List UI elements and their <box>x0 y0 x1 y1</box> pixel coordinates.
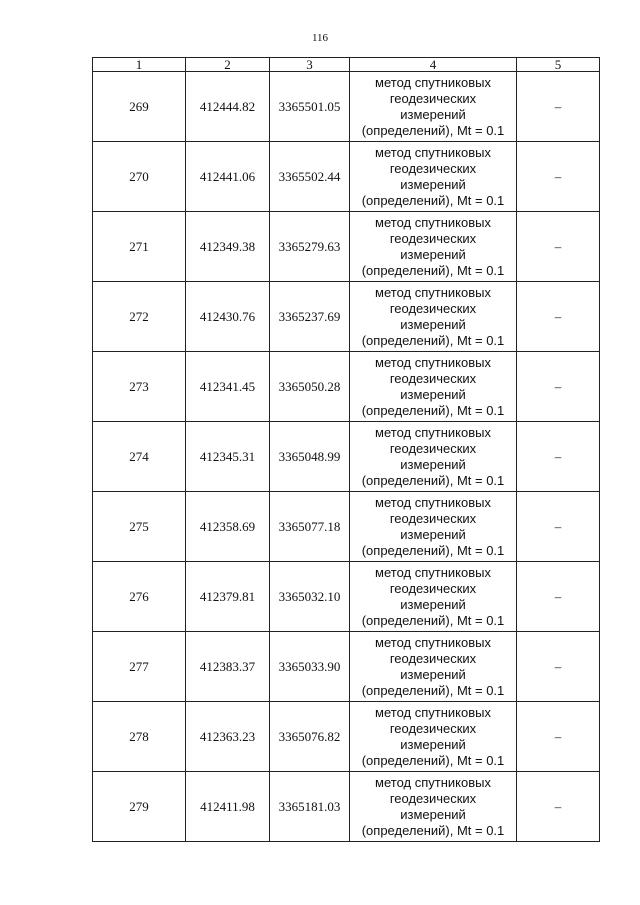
method-text-line: измерений <box>400 246 466 262</box>
method-text-line: (определений), Mt = 0.1 <box>361 122 505 138</box>
method-text-line: геодезических <box>389 790 477 806</box>
method-text-line: геодезических <box>389 510 477 526</box>
x-coordinate-cell: 412444.82 <box>186 72 270 142</box>
column-header-1: 1 <box>93 58 186 72</box>
table-row <box>93 702 600 772</box>
method-text-line: метод спутниковых <box>375 284 491 300</box>
y-coordinate-cell: 3365033.90 <box>270 632 350 702</box>
method-cell <box>350 72 517 142</box>
method-text-line: геодезических <box>389 230 477 246</box>
point-number-cell: 278 <box>93 702 186 772</box>
method-text-line: метод спутниковых <box>375 214 491 230</box>
y-coordinate-cell: 3365076.82 <box>270 702 350 772</box>
method-text-line: измерений <box>400 806 466 822</box>
table-row <box>93 562 600 632</box>
note-cell: – <box>517 702 600 772</box>
note-cell: – <box>517 282 600 352</box>
y-coordinate-cell: 3365050.28 <box>270 352 350 422</box>
method-text-line: геодезических <box>389 370 477 386</box>
method-text-line: измерений <box>400 316 466 332</box>
y-coordinate-cell: 3365048.99 <box>270 422 350 492</box>
y-coordinate-cell: 3365032.10 <box>270 562 350 632</box>
y-coordinate-cell: 3365501.05 <box>270 72 350 142</box>
method-text-line: метод спутниковых <box>375 494 491 510</box>
x-coordinate-cell: 412383.37 <box>186 632 270 702</box>
x-coordinate-cell: 412411.98 <box>186 772 270 842</box>
point-number-cell: 273 <box>93 352 186 422</box>
point-number-cell: 270 <box>93 142 186 212</box>
y-coordinate-cell: 3365237.69 <box>270 282 350 352</box>
table-row <box>93 142 600 212</box>
method-text-line: геодезических <box>389 720 477 736</box>
note-cell: – <box>517 632 600 702</box>
note-cell: – <box>517 422 600 492</box>
coordinates-table <box>92 57 600 842</box>
note-cell: – <box>517 562 600 632</box>
point-number-cell: 276 <box>93 562 186 632</box>
header-row <box>93 58 600 72</box>
note-cell: – <box>517 142 600 212</box>
y-coordinate-cell: 3365181.03 <box>270 772 350 842</box>
method-text-line: измерений <box>400 106 466 122</box>
column-header-4: 4 <box>350 58 517 72</box>
y-coordinate-cell: 3365077.18 <box>270 492 350 562</box>
x-coordinate-cell: 412349.38 <box>186 212 270 282</box>
x-coordinate-cell: 412345.31 <box>186 422 270 492</box>
method-cell <box>350 632 517 702</box>
table-row <box>93 772 600 842</box>
y-coordinate-cell: 3365502.44 <box>270 142 350 212</box>
method-text-line: метод спутниковых <box>375 564 491 580</box>
x-coordinate-cell: 412363.23 <box>186 702 270 772</box>
y-coordinate-cell: 3365279.63 <box>270 212 350 282</box>
method-text-line: геодезических <box>389 440 477 456</box>
point-number-cell: 269 <box>93 72 186 142</box>
table-row <box>93 212 600 282</box>
method-text-line: метод спутниковых <box>375 774 491 790</box>
method-text-line: (определений), Mt = 0.1 <box>361 192 505 208</box>
method-cell <box>350 702 517 772</box>
method-text-line: метод спутниковых <box>375 704 491 720</box>
point-number-cell: 279 <box>93 772 186 842</box>
note-cell: – <box>517 72 600 142</box>
method-text-line: геодезических <box>389 90 477 106</box>
point-number-cell: 277 <box>93 632 186 702</box>
method-cell <box>350 352 517 422</box>
method-text-line: (определений), Mt = 0.1 <box>361 612 505 628</box>
note-cell: – <box>517 352 600 422</box>
method-text-line: геодезических <box>389 300 477 316</box>
method-cell <box>350 772 517 842</box>
method-text-line: метод спутниковых <box>375 144 491 160</box>
method-text-line: (определений), Mt = 0.1 <box>361 822 505 838</box>
note-cell: – <box>517 492 600 562</box>
method-text-line: геодезических <box>389 160 477 176</box>
point-number-cell: 275 <box>93 492 186 562</box>
table-row <box>93 492 600 562</box>
method-cell <box>350 492 517 562</box>
x-coordinate-cell: 412358.69 <box>186 492 270 562</box>
method-text-line: измерений <box>400 666 466 682</box>
method-text-line: (определений), Mt = 0.1 <box>361 682 505 698</box>
method-text-line: геодезических <box>389 580 477 596</box>
column-header-3: 3 <box>270 58 350 72</box>
method-cell <box>350 422 517 492</box>
method-text-line: измерений <box>400 736 466 752</box>
method-text-line: измерений <box>400 526 466 542</box>
method-text-line: метод спутниковых <box>375 74 491 90</box>
table-row <box>93 282 600 352</box>
method-cell <box>350 142 517 212</box>
method-text-line: измерений <box>400 456 466 472</box>
x-coordinate-cell: 412430.76 <box>186 282 270 352</box>
table-row <box>93 632 600 702</box>
method-cell <box>350 212 517 282</box>
column-header-2: 2 <box>186 58 270 72</box>
point-number-cell: 272 <box>93 282 186 352</box>
table-row <box>93 422 600 492</box>
x-coordinate-cell: 412441.06 <box>186 142 270 212</box>
point-number-cell: 271 <box>93 212 186 282</box>
method-text-line: измерений <box>400 176 466 192</box>
method-text-line: (определений), Mt = 0.1 <box>361 262 505 278</box>
method-text-line: (определений), Mt = 0.1 <box>361 402 505 418</box>
method-text-line: геодезических <box>389 650 477 666</box>
note-cell: – <box>517 772 600 842</box>
table-row <box>93 72 600 142</box>
method-text-line: измерений <box>400 386 466 402</box>
method-text-line: (определений), Mt = 0.1 <box>361 332 505 348</box>
method-cell <box>350 562 517 632</box>
method-cell <box>350 282 517 352</box>
method-text-line: метод спутниковых <box>375 354 491 370</box>
x-coordinate-cell: 412379.81 <box>186 562 270 632</box>
method-text-line: метод спутниковых <box>375 634 491 650</box>
page-number: 116 <box>311 32 329 44</box>
table-row <box>93 352 600 422</box>
method-text-line: метод спутниковых <box>375 424 491 440</box>
method-text-line: (определений), Mt = 0.1 <box>361 752 505 768</box>
method-text-line: (определений), Mt = 0.1 <box>361 542 505 558</box>
method-text-line: (определений), Mt = 0.1 <box>361 472 505 488</box>
x-coordinate-cell: 412341.45 <box>186 352 270 422</box>
point-number-cell: 274 <box>93 422 186 492</box>
note-cell: – <box>517 212 600 282</box>
table-body <box>93 72 600 842</box>
column-header-5: 5 <box>517 58 600 72</box>
method-text-line: измерений <box>400 596 466 612</box>
